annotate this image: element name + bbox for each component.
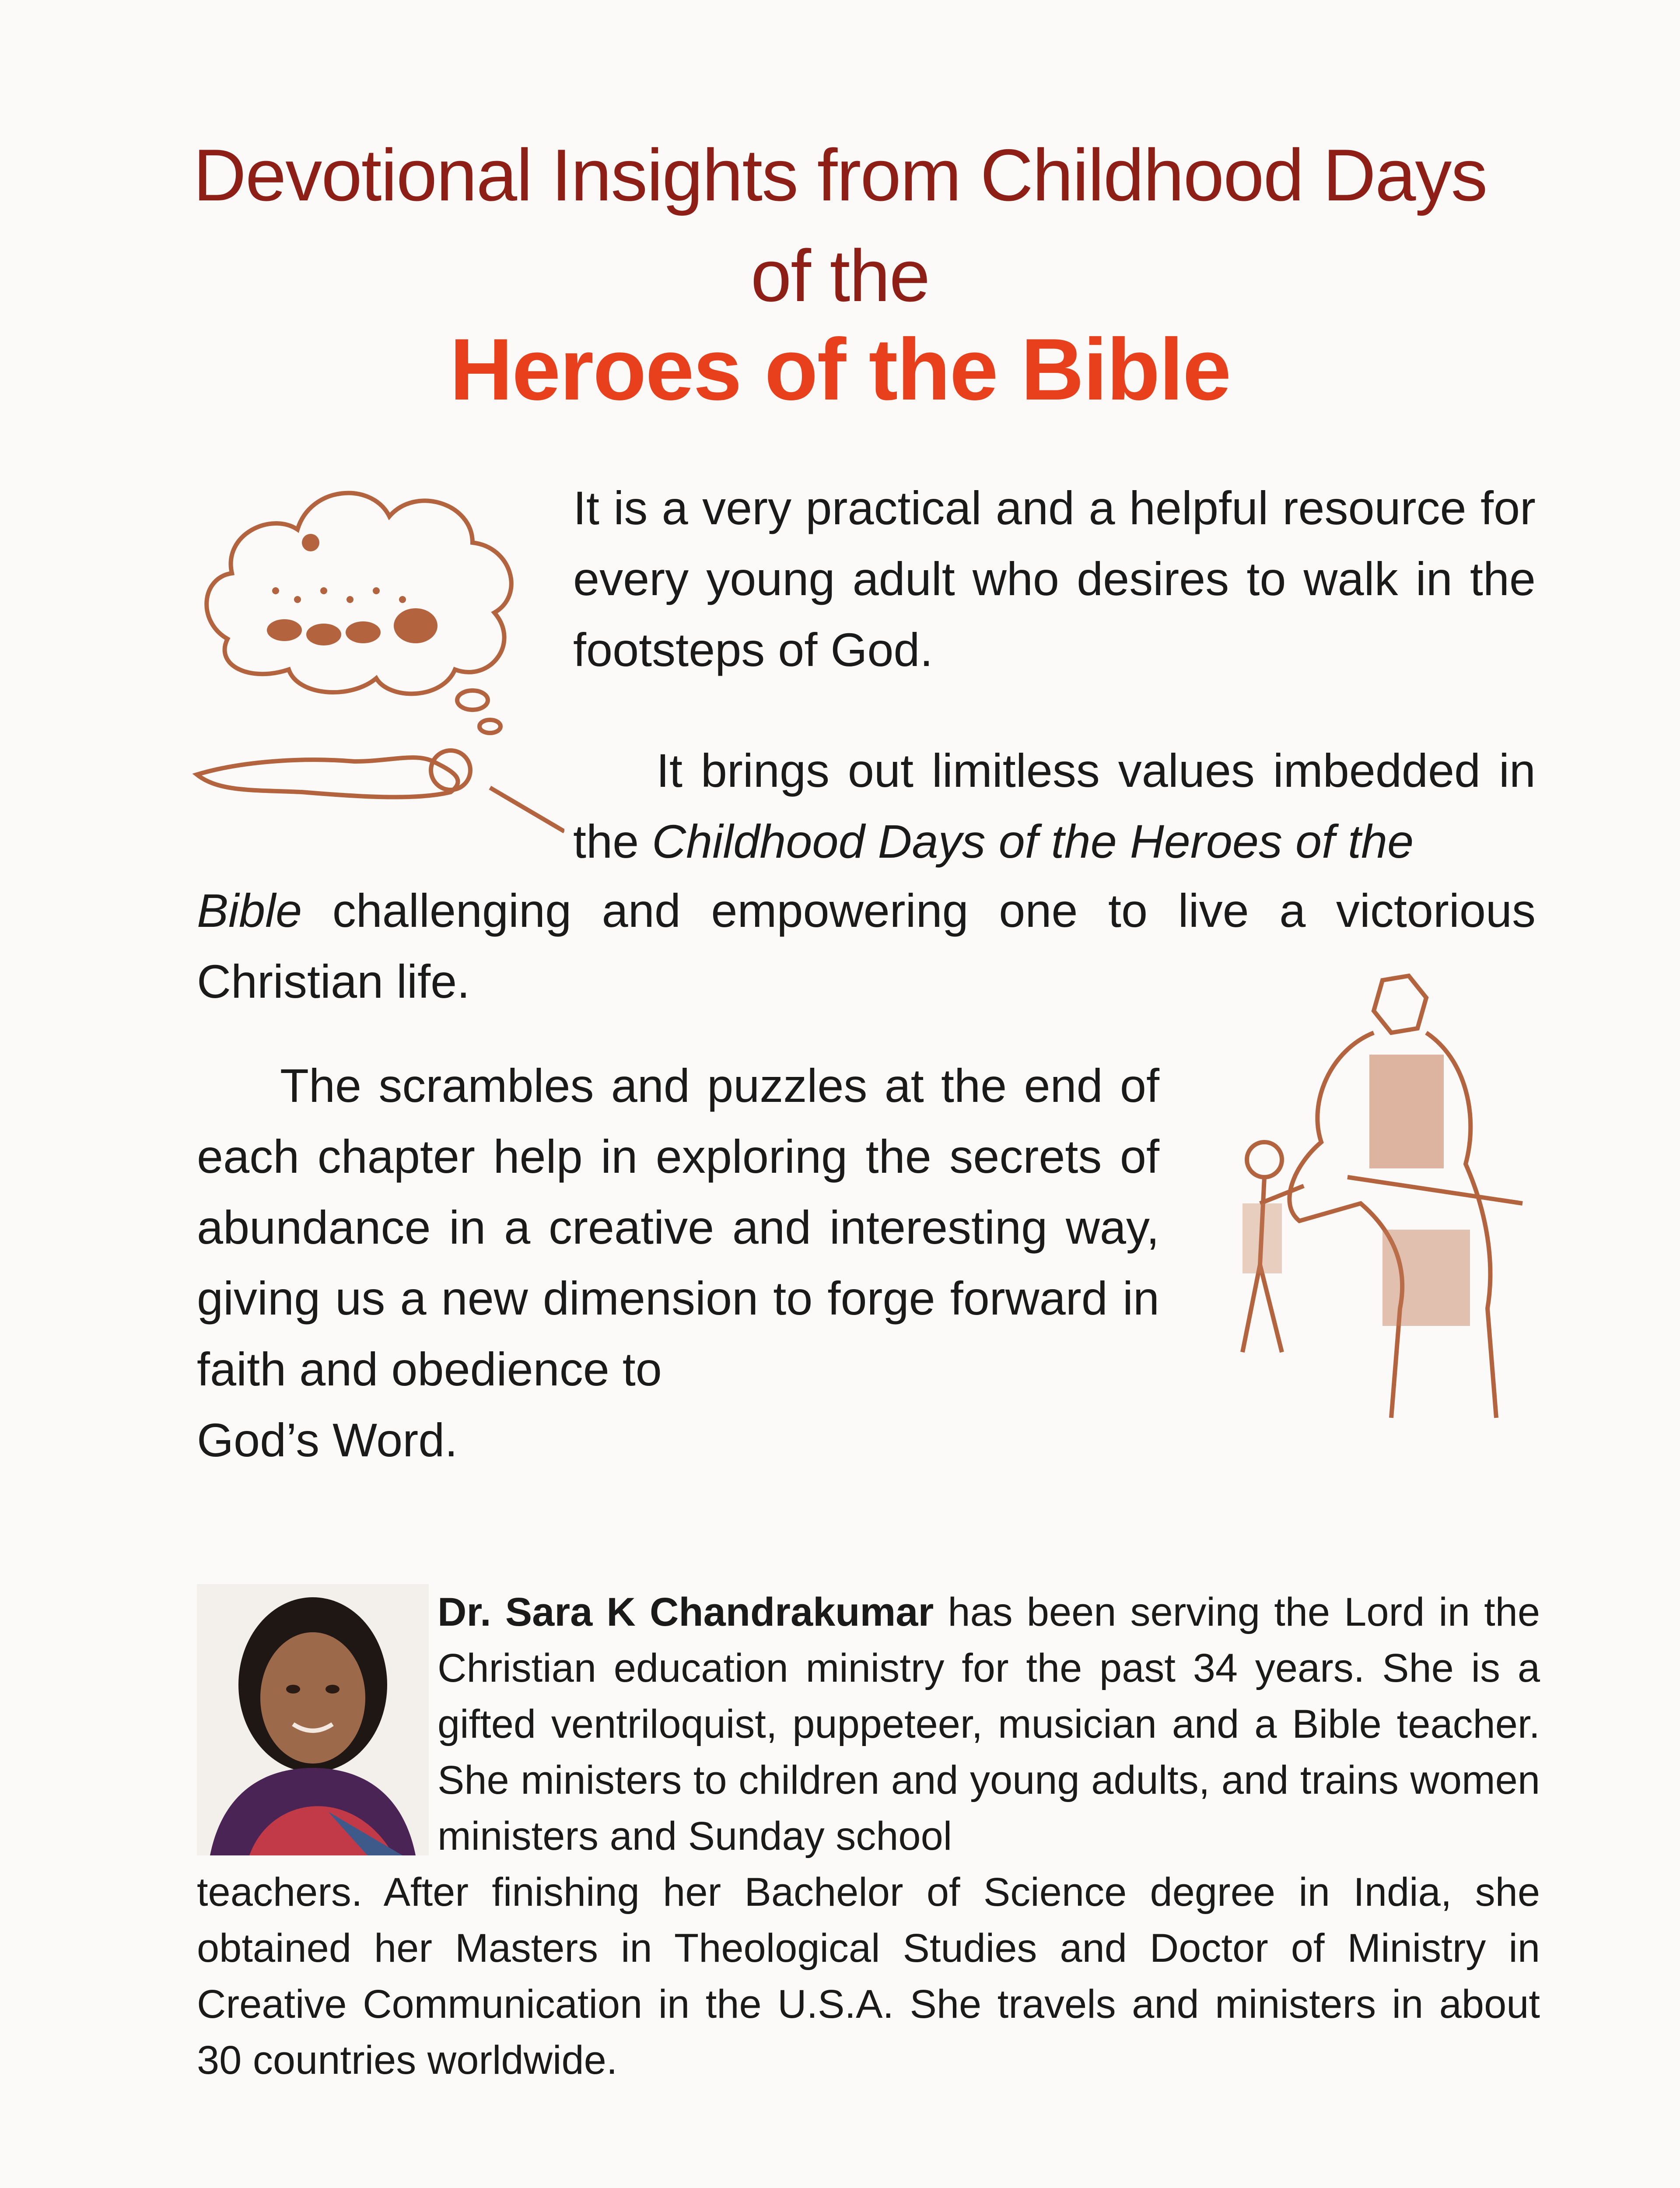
title-line-3: Heroes of the Bible [449, 321, 1231, 418]
author-photo [197, 1584, 429, 1855]
values-text-start: It brings out limitless values imbedded in the [573, 744, 1536, 868]
dream-illustration [188, 455, 564, 849]
book-title-italic: Childhood Days of the Heroes of the [652, 815, 1414, 868]
david-goliath-illustration [1164, 958, 1558, 1440]
puzzles-paragraph-end: God’s Word. [197, 1413, 458, 1466]
title-line-1: Devotional Insights from Childhood Days [193, 134, 1487, 216]
author-bio-top [438, 1584, 1540, 1864]
puzzles-paragraph: The scrambles and puzzles at the end of each chapter help in exploring the secrets of abundance in a creative and interesting way, giving us a new dimension to forge forward in faith and obedience to [197, 1059, 1159, 1396]
author-bio-bottom: teachers. After finishing her Bachelor of Science degree in India, she obtained her Masters in Theological Studies and Doctor of Ministry in Creative Communication in the U.S.A. She travels and ministers in about 30 countries worldwide. [197, 1870, 1540, 2083]
values-text-end: challenging and empowering one to live a victorious Christian life. [197, 884, 1536, 1008]
title-line-2: of the [750, 235, 930, 317]
intro-paragraph: It is a very practical and a helpful resource for every young adult who desires to walk in the footsteps of God. [573, 481, 1536, 676]
book-title-italic-end: Bible [197, 884, 302, 937]
values-paragraph-start [573, 735, 1536, 877]
author-name: Dr. Sara K Chandrakumar [438, 1590, 934, 1634]
author-bio-text: has been serving the Lord in the Christian education ministry for the past 34 years. She is a gifted ventriloquist, puppeteer, musician and a Bible teacher. She ministers to children and young adults, and trains women ministers and Sunday school [438, 1590, 1540, 1858]
